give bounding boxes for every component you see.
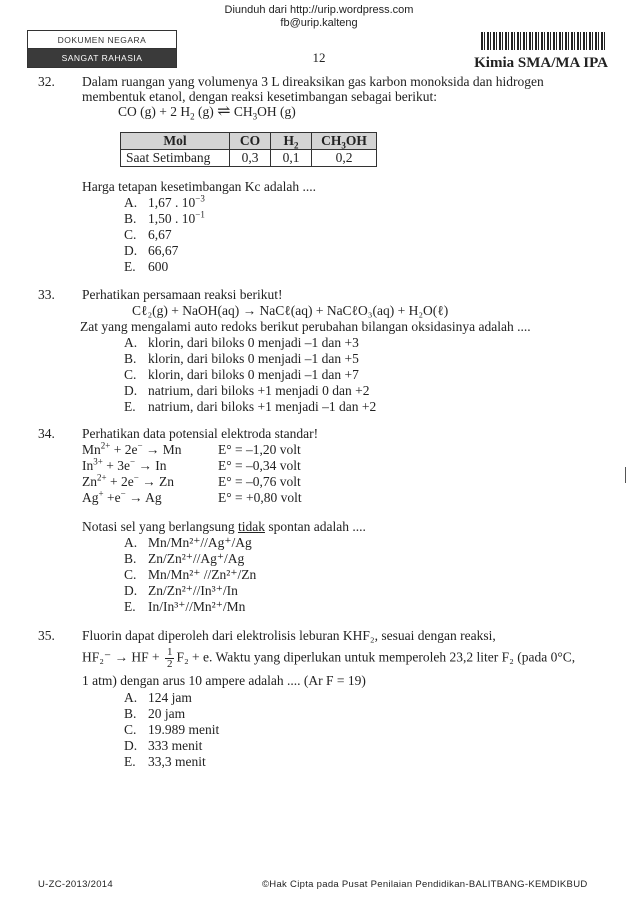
cell-co: 0,3 (230, 150, 271, 167)
q32-option-a[interactable]: A. 1,67 . $10^{-3}$ (124, 193, 205, 210)
q32-reaction (118, 103, 296, 122)
q35-option-a[interactable]: A. 124 jam (124, 690, 192, 705)
header-co: CO (230, 133, 271, 150)
cell-ch3oh: 0,2 (312, 150, 377, 167)
q32-question: Harga tetapan kesetimbangan Kc adalah .... (82, 179, 317, 194)
q34-option-c[interactable]: C. Mn/Mn²⁺ //Zn²⁺/Zn (124, 567, 257, 582)
q34-potential-zn: E° = –0,76 volt (218, 474, 301, 489)
download-source-line: Diunduh dari http://urip.wordpress.com (224, 4, 414, 16)
q32-option-d[interactable]: D. 66,67 (124, 243, 179, 258)
q34-option-e[interactable]: E. In/In³⁺//Mn²⁺/Mn (124, 599, 246, 614)
q33-reaction: Cℓ₂(g) + NaOH(aq) → NaCℓ(aq) + NaCℓO₃(aq) + H₂O(ℓ) (132, 303, 449, 318)
q32-text-line2: membentuk etanol, dengan reaksi kesetimbangan sebagai berikut: (82, 89, 438, 104)
reaction-state: (g) (194, 104, 214, 119)
header-h2: $H_2$ (271, 133, 312, 150)
q35-eq-left: HF₂⁻ → HF + (82, 649, 163, 665)
q35-option-b[interactable]: B. 20 jam (124, 706, 186, 721)
q35-option-c[interactable]: C. 19.989 menit (124, 722, 220, 737)
q35-text-line3: 1 atm) dengan arus 10 ampere adalah .... (Ar F = 19) (82, 673, 366, 688)
h2-subscript: 2 (190, 111, 195, 122)
q33-option-e[interactable]: E. natrium, dari biloks +1 menjadi –1 dan +2 (124, 399, 377, 414)
q35-text-line1: Fluorin dapat diperoleh dari elektrolisis leburan KHF₂, sesuai dengan reaksi, (82, 628, 496, 643)
q34-number: 34. (38, 426, 55, 441)
ch3-subscript: 3 (252, 111, 258, 122)
q35-option-e[interactable]: E. 33,3 menit (124, 754, 206, 769)
document-class-box (27, 30, 177, 50)
q34-option-b[interactable]: B. Zn/Zn²⁺//Ag⁺/Ag (124, 551, 245, 566)
q34-option-a[interactable]: A. Mn/Mn²⁺//Ag⁺/Ag (124, 535, 252, 550)
reaction-product: CH (230, 104, 253, 119)
q33-option-a[interactable]: A. klorin, dari biloks 0 menjadi –1 dan +3 (124, 335, 359, 350)
table-header-row (121, 133, 377, 150)
q35-equation-line (82, 647, 602, 670)
q34-potential-mn: E° = –1,20 volt (218, 442, 301, 457)
q33-option-d[interactable]: D. natrium, dari biloks +1 menjadi 0 dan +2 (124, 383, 370, 398)
q32-option-c[interactable]: C. 6,67 (124, 227, 172, 242)
equilibrium-arrow-icon: ⇌ (217, 103, 231, 120)
header-mol: Mol (121, 133, 230, 150)
q33-text-line2: Zat yang mengalami auto redoks berikut perubahan bilangan oksidasinya adalah .... (80, 319, 531, 334)
q33-text-line1: Perhatikan persamaan reaksi berikut! (82, 287, 283, 302)
q35-eq-right: F₂ + e. Waktu yang diperlukan untuk memperoleh 23,2 liter F₂ (pada 0°C, (176, 649, 576, 665)
row-label: Saat Setimbang (121, 150, 230, 167)
download-contact-line: fb@urip.kalteng (280, 17, 358, 29)
q34-potential-in: E° = –0,34 volt (218, 458, 301, 473)
header-ch3oh: $CH_3OH$ (312, 133, 377, 150)
equilibrium-mole-table (120, 132, 377, 167)
q34-potential-ag: E° = +0,80 volt (218, 490, 302, 505)
q32-number: 32. (38, 74, 55, 89)
q33-number: 33. (38, 287, 55, 302)
q34-half-reaction-in: $In^{3+} + 3e^- \to In$ (82, 456, 167, 473)
q33-option-b[interactable]: B. klorin, dari biloks 0 menjadi –1 dan +5 (124, 351, 359, 366)
q34-question: Notasi sel yang berlangsung tidak spontan adalah .... (82, 519, 366, 534)
table-row (121, 150, 377, 167)
q32-text-line1: Dalam ruangan yang volumenya 3 L direaksikan gas karbon monoksida dan hidrogen (82, 74, 544, 89)
footer-copyright: ©Hak Cipta pada Pusat Penilaian Pendidikan-BALITBANG-KEMDIKBUD (262, 879, 588, 890)
q34-half-reaction-mn: $Mn^{2+} + 2e^- \to Mn$ (82, 440, 182, 457)
q35-number: 35. (38, 628, 55, 643)
footer-exam-code: U-ZC-2013/2014 (38, 879, 113, 890)
q34-half-reaction-ag: Ag+ +e− → Ag (82, 488, 162, 505)
barcode-icon (481, 32, 607, 50)
q34-option-d[interactable]: D. Zn/Zn²⁺//In³⁺/In (124, 583, 238, 598)
reaction-reactants: CO (g) + 2 H (118, 104, 191, 119)
q34-text-line1: Perhatikan data potensial elektroda standar! (82, 426, 319, 441)
margin-mark (625, 467, 626, 483)
secrecy-label: SANGAT RAHASIA (61, 53, 143, 63)
q32-option-b[interactable]: B. 1,50 . $10^{-1}$ (124, 209, 205, 226)
cell-h2: 0,1 (271, 150, 312, 167)
page-number: 12 (312, 50, 326, 65)
document-class-label: DOKUMEN NEGARA (57, 35, 147, 45)
one-half-fraction: $\frac{1}{2}$ (166, 646, 173, 670)
q33-option-c[interactable]: C. klorin, dari biloks 0 menjadi –1 dan +7 (124, 367, 359, 382)
subject-title: Kimia SMA/MA IPA (474, 55, 608, 71)
q32-option-e[interactable]: E. 600 (124, 259, 169, 274)
q34-half-reaction-zn: $Zn^{2+} + 2e^- \to Zn$ (82, 472, 175, 489)
q35-option-d[interactable]: D. 333 menit (124, 738, 203, 753)
reaction-product-end: OH (g) (257, 104, 296, 119)
